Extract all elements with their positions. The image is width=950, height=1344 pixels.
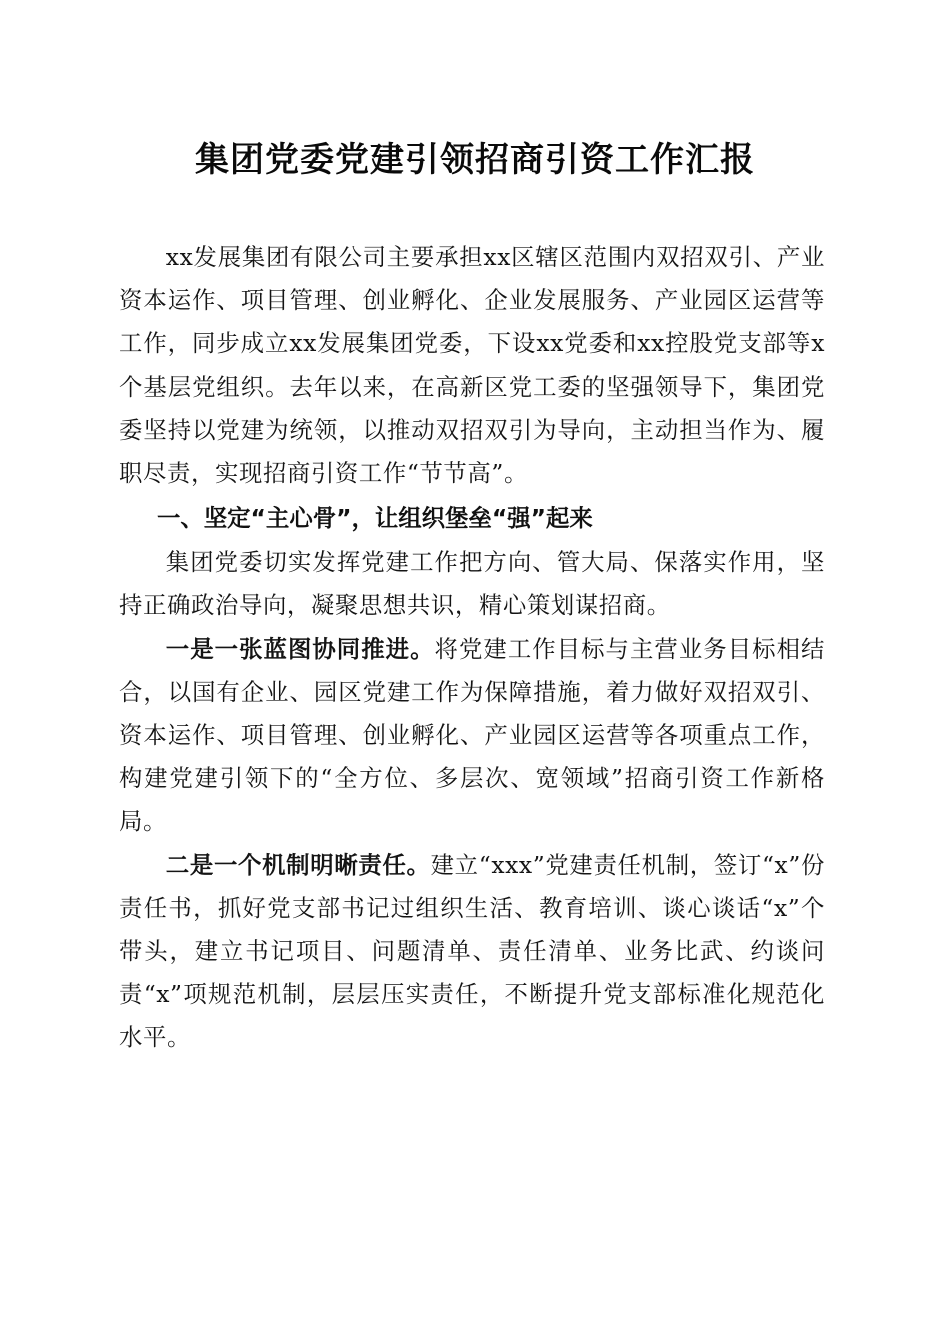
point-2-paragraph	[119, 844, 825, 1060]
point-2-lead: 二是一个机制明晰责任。	[165, 850, 431, 879]
document-body	[119, 236, 825, 1060]
document-title: 集团党委党建引领招商引资工作汇报	[195, 140, 755, 180]
section-heading-1: 一、坚定“主心骨”，让组织堡垒“强”起来	[157, 504, 593, 533]
paragraph-text: 将党建工作目标与主营业务目标相结合，以国有企业、园区党建工作为保障措施，着力做好双招双引、资本运作、项目管理、创业孵化、产业园区运营等各项重点工作，构建党建引领下的“全方位、多层次、宽领域”招商引资工作新格局。	[119, 634, 825, 836]
point-1-paragraph	[119, 628, 825, 844]
intro-paragraph	[119, 236, 825, 495]
section-1-paragraph	[119, 541, 825, 627]
paragraph-text: 建立“xxx”党建责任机制，签订“x”份责任书，抓好党支部书记过组织生活、教育培训、谈心谈话“x”个带头，建立书记项目、问题清单、责任清单、业务比武、约谈问责“x”项规范机制，层层压实责任，不断提升党支部标准化规范化水平。	[119, 850, 825, 1052]
paragraph-text: 集团党委切实发挥党建工作把方向、管大局、保落实作用，坚持正确政治导向，凝聚思想共识，精心策划谋招商。	[119, 548, 825, 620]
point-1-lead: 一是一张蓝图协同推进。	[165, 634, 435, 663]
paragraph-text: xx发展集团有限公司主要承担xx区辖区范围内双招双引、产业资本运作、项目管理、创业孵化、企业发展服务、产业园区运营等工作，同步成立xx发展集团党委，下设xx党委和xx控股党支部等x个基层党组织。去年以来，在高新区党工委的坚强领导下，集团党委坚持以党建为统领，以推动双招双引为导向，主动担当作为、履职尽责，实现招商引资工作“节节高”。	[119, 243, 825, 488]
